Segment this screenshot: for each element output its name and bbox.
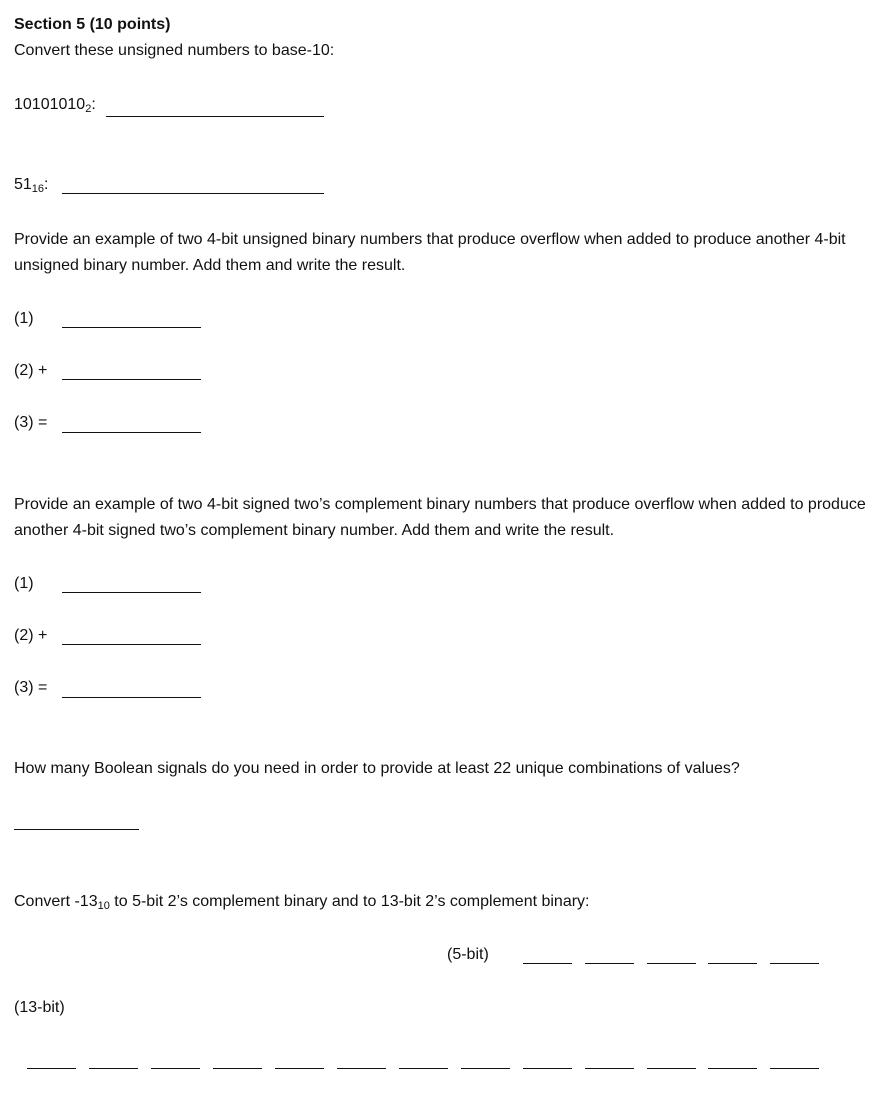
q6-label-13bit: (13-bit) <box>14 999 65 1016</box>
q2-answer-line[interactable] <box>62 193 324 194</box>
q6-label-5bit: (5-bit) <box>447 946 489 963</box>
q4-answer-line-3[interactable] <box>62 697 201 698</box>
q5-prompt: How many Boolean signals do you need in order to provide at least 22 unique combinations of values? <box>14 760 740 777</box>
q6-5bit-slot[interactable] <box>523 963 572 964</box>
q6-13bit-slot[interactable] <box>523 1068 572 1069</box>
q4-label-1: (1) <box>14 575 34 592</box>
q5-answer-line[interactable] <box>14 829 139 830</box>
q6-13bit-slot[interactable] <box>585 1068 634 1069</box>
q2-colon: : <box>44 176 49 193</box>
q1-answer-line[interactable] <box>106 116 324 117</box>
q3-answer-line-3[interactable] <box>62 432 201 433</box>
q2-base: 16 <box>31 183 45 195</box>
q6-13bit-slot[interactable] <box>770 1068 819 1069</box>
q6-13bit-slot[interactable] <box>708 1068 757 1069</box>
q4-answer-line-2[interactable] <box>62 644 201 645</box>
q3-prompt: Provide an example of two 4-bit unsigned binary numbers that produce overflow when added to produce another 4-bit unsigned binary number. Add them and write the result. <box>14 231 846 274</box>
q4-label-3: (3) = <box>14 679 48 696</box>
section-title: Section 5 (10 points) <box>14 16 171 33</box>
q6-13bit-slot[interactable] <box>647 1068 696 1069</box>
q2-label <box>14 176 49 194</box>
q6-13bit-slot[interactable] <box>399 1068 448 1069</box>
q3-answer-line-1[interactable] <box>62 327 201 328</box>
q4-answer-line-1[interactable] <box>62 592 201 593</box>
q1-base: 2 <box>85 103 92 115</box>
q6-13bit-slot[interactable] <box>213 1068 262 1069</box>
q1-number: 10101010 <box>14 96 86 113</box>
q1-label <box>14 96 96 114</box>
q3-label-2: (2) + <box>14 362 48 379</box>
q6-5bit-slot[interactable] <box>770 963 819 964</box>
q4-label-2: (2) + <box>14 627 48 644</box>
q4-prompt: Provide an example of two 4-bit signed two’s complement binary numbers that produce overflow when added to produce another 4-bit signed two’s complement binary number. Add them and write the result. <box>14 496 866 539</box>
q3-label-3: (3) = <box>14 414 48 431</box>
q6-5bit-slot[interactable] <box>585 963 634 964</box>
q1-colon: : <box>91 96 96 113</box>
q2-number: 51 <box>14 176 32 193</box>
q6-prompt <box>14 893 590 911</box>
q3-label-1: (1) <box>14 310 34 327</box>
q6-13bit-slot[interactable] <box>275 1068 324 1069</box>
q6-rest: to 5-bit 2’s complement binary and to 13-bit 2’s complement binary: <box>109 893 590 910</box>
q6-5bit-slot[interactable] <box>708 963 757 964</box>
q6-base: 10 <box>97 900 110 912</box>
q6-13bit-slot[interactable] <box>337 1068 386 1069</box>
q3-answer-line-2[interactable] <box>62 379 201 380</box>
q6-13bit-slot[interactable] <box>27 1068 76 1069</box>
q6-prefix: Convert -13 <box>14 893 98 910</box>
q6-13bit-slot[interactable] <box>89 1068 138 1069</box>
q6-13bit-slot[interactable] <box>151 1068 200 1069</box>
section-instruction: Convert these unsigned numbers to base-10: <box>14 42 335 59</box>
q6-5bit-slot[interactable] <box>647 963 696 964</box>
q6-13bit-slot[interactable] <box>461 1068 510 1069</box>
